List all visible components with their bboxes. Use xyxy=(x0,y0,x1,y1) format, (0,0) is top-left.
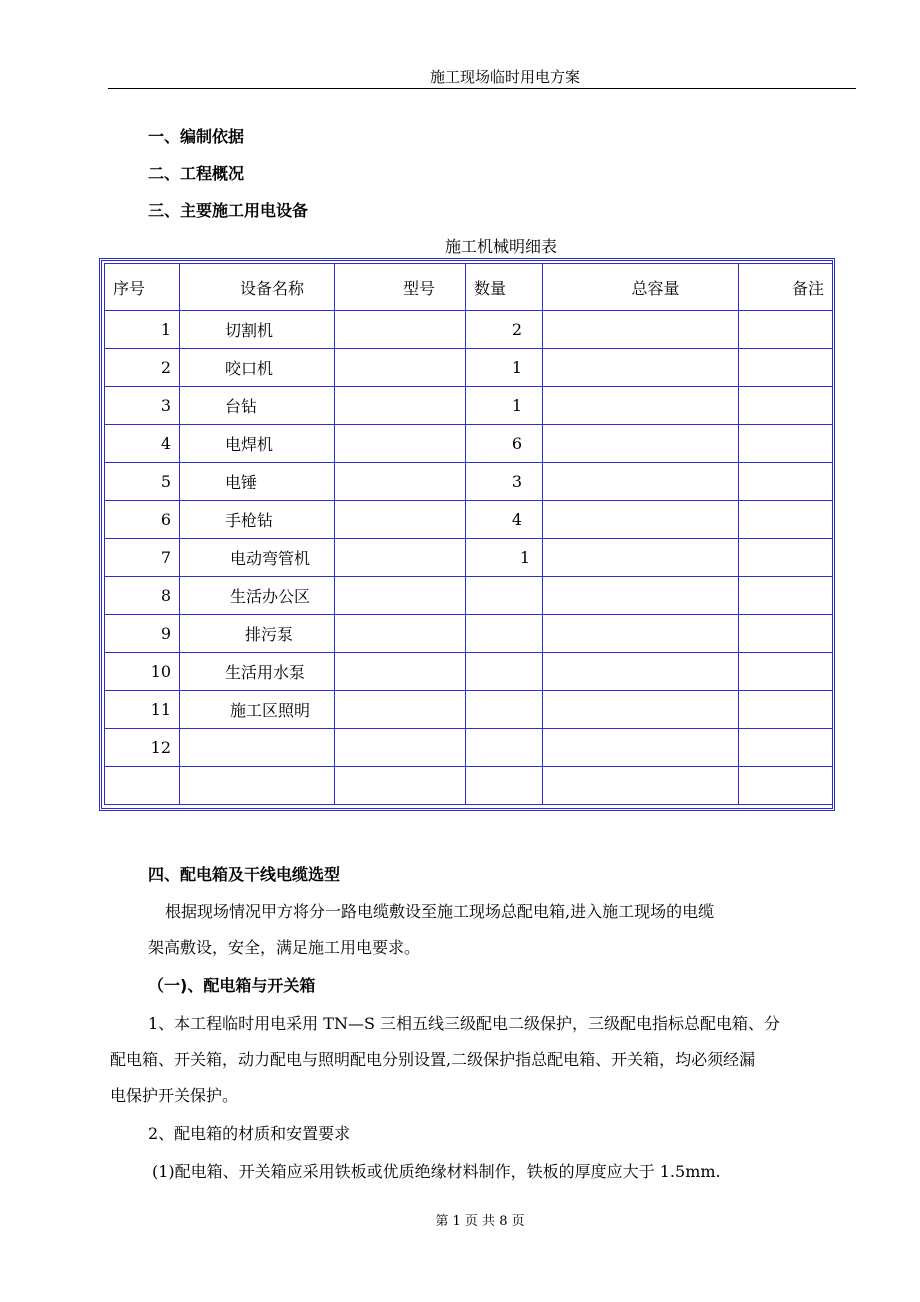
header-model: 型号 xyxy=(335,264,466,311)
equipment-name: 生活用水泵 xyxy=(180,653,335,691)
equipment-name: 电焊机 xyxy=(180,425,335,463)
subsection-heading-1: （一)、配电箱与开关箱 xyxy=(148,976,316,995)
quantity: 4 xyxy=(466,501,543,539)
equipment-name: 电锤 xyxy=(180,463,335,501)
table-header-row xyxy=(105,264,833,311)
row-number: 6 xyxy=(105,501,180,539)
note-cell xyxy=(739,691,833,729)
model-cell xyxy=(335,349,466,387)
quantity: 2 xyxy=(466,311,543,349)
equipment-name xyxy=(180,767,335,805)
quantity: 1 xyxy=(466,349,543,387)
table-row xyxy=(105,387,833,425)
row-number: 2 xyxy=(105,349,180,387)
table-row xyxy=(105,767,833,805)
note-cell xyxy=(739,539,833,577)
note-cell xyxy=(739,463,833,501)
row-number: 4 xyxy=(105,425,180,463)
equipment-name xyxy=(180,729,335,767)
quantity xyxy=(466,729,543,767)
page-header-title: 施工现场临时用电方案 xyxy=(429,68,580,86)
equipment-name: 施工区照明 xyxy=(180,691,335,729)
equipment-name: 手枪钻 xyxy=(180,501,335,539)
header-qty: 数量 xyxy=(466,264,543,311)
row-number: 5 xyxy=(105,463,180,501)
quantity: 1 xyxy=(466,387,543,425)
quantity xyxy=(466,577,543,615)
quantity xyxy=(466,615,543,653)
table-row xyxy=(105,691,833,729)
paragraph-4: (1)配电箱、开关箱应采用铁板或优质绝缘材料制作，铁板的厚度应大于 1.5mm. xyxy=(152,1162,721,1181)
quantity: 6 xyxy=(466,425,543,463)
paragraph-1-line-2: 架高敷设，安全，满足施工用电要求。 xyxy=(148,938,421,957)
note-cell xyxy=(739,349,833,387)
model-cell xyxy=(335,767,466,805)
row-number: 10 xyxy=(105,653,180,691)
capacity-cell xyxy=(543,729,739,767)
equipment-name: 切割机 xyxy=(180,311,335,349)
model-cell xyxy=(335,387,466,425)
paragraph-2-line-1: 1、本工程临时用电采用 TN—S 三相五线三级配电二级保护，三级配电指标总配电箱、分 xyxy=(148,1014,780,1033)
table-row xyxy=(105,653,833,691)
header-name: 设备名称 xyxy=(180,264,335,311)
capacity-cell xyxy=(543,653,739,691)
table-row xyxy=(105,539,833,577)
page-footer: 第 1 页 共 8 页 xyxy=(435,1214,525,1229)
note-cell xyxy=(739,615,833,653)
equipment-table xyxy=(104,263,833,805)
capacity-cell xyxy=(543,691,739,729)
capacity-cell xyxy=(543,539,739,577)
header-note: 备注 xyxy=(739,264,833,311)
section-heading-4: 四、配电箱及干线电缆选型 xyxy=(148,865,341,884)
note-cell xyxy=(739,387,833,425)
note-cell xyxy=(739,425,833,463)
quantity xyxy=(466,767,543,805)
note-cell xyxy=(739,311,833,349)
model-cell xyxy=(335,425,466,463)
row-number: 3 xyxy=(105,387,180,425)
note-cell xyxy=(739,653,833,691)
equipment-table-frame xyxy=(99,258,835,811)
row-number: 7 xyxy=(105,539,180,577)
model-cell xyxy=(335,577,466,615)
capacity-cell xyxy=(543,463,739,501)
note-cell xyxy=(739,767,833,805)
equipment-name: 排污泵 xyxy=(180,615,335,653)
model-cell xyxy=(335,311,466,349)
quantity: 1 xyxy=(466,539,543,577)
equipment-name: 台钻 xyxy=(180,387,335,425)
row-number: 11 xyxy=(105,691,180,729)
row-number xyxy=(105,767,180,805)
capacity-cell xyxy=(543,767,739,805)
row-number: 8 xyxy=(105,577,180,615)
table-row xyxy=(105,577,833,615)
table-row xyxy=(105,311,833,349)
header-no: 序号 xyxy=(105,264,180,311)
table-caption: 施工机械明细表 xyxy=(444,237,557,256)
table-row xyxy=(105,729,833,767)
note-cell xyxy=(739,501,833,539)
capacity-cell xyxy=(543,615,739,653)
equipment-name: 电动弯管机 xyxy=(180,539,335,577)
section-heading-1: 一、编制依据 xyxy=(148,127,245,146)
note-cell xyxy=(739,729,833,767)
table-row xyxy=(105,425,833,463)
header-capacity: 总容量 xyxy=(543,264,739,311)
row-number: 12 xyxy=(105,729,180,767)
capacity-cell xyxy=(543,425,739,463)
capacity-cell xyxy=(543,311,739,349)
paragraph-2-line-2: 配电箱、开关箱，动力配电与照明配电分别设置,二级保护指总配电箱、开关箱，均必须经漏 xyxy=(110,1050,756,1069)
section-heading-2: 二、工程概况 xyxy=(148,164,245,183)
equipment-name: 生活办公区 xyxy=(180,577,335,615)
model-cell xyxy=(335,463,466,501)
paragraph-1-line-1: 根据现场情况甲方将分一路电缆敷设至施工现场总配电箱,进入施工现场的电缆 xyxy=(165,902,715,921)
model-cell xyxy=(335,729,466,767)
capacity-cell xyxy=(543,387,739,425)
model-cell xyxy=(335,501,466,539)
paragraph-2-line-3: 电保护开关保护。 xyxy=(110,1086,239,1105)
model-cell xyxy=(335,539,466,577)
capacity-cell xyxy=(543,577,739,615)
note-cell xyxy=(739,577,833,615)
row-number: 9 xyxy=(105,615,180,653)
model-cell xyxy=(335,653,466,691)
header-rule xyxy=(108,88,856,89)
capacity-cell xyxy=(543,501,739,539)
model-cell xyxy=(335,615,466,653)
capacity-cell xyxy=(543,349,739,387)
model-cell xyxy=(335,691,466,729)
quantity xyxy=(466,653,543,691)
quantity xyxy=(466,691,543,729)
paragraph-3: 2、配电箱的材质和安置要求 xyxy=(148,1124,351,1143)
quantity: 3 xyxy=(466,463,543,501)
table-row xyxy=(105,501,833,539)
table-row xyxy=(105,615,833,653)
section-heading-3: 三、主要施工用电设备 xyxy=(148,201,309,220)
table-row xyxy=(105,349,833,387)
table-row xyxy=(105,463,833,501)
equipment-name: 咬口机 xyxy=(180,349,335,387)
row-number: 1 xyxy=(105,311,180,349)
